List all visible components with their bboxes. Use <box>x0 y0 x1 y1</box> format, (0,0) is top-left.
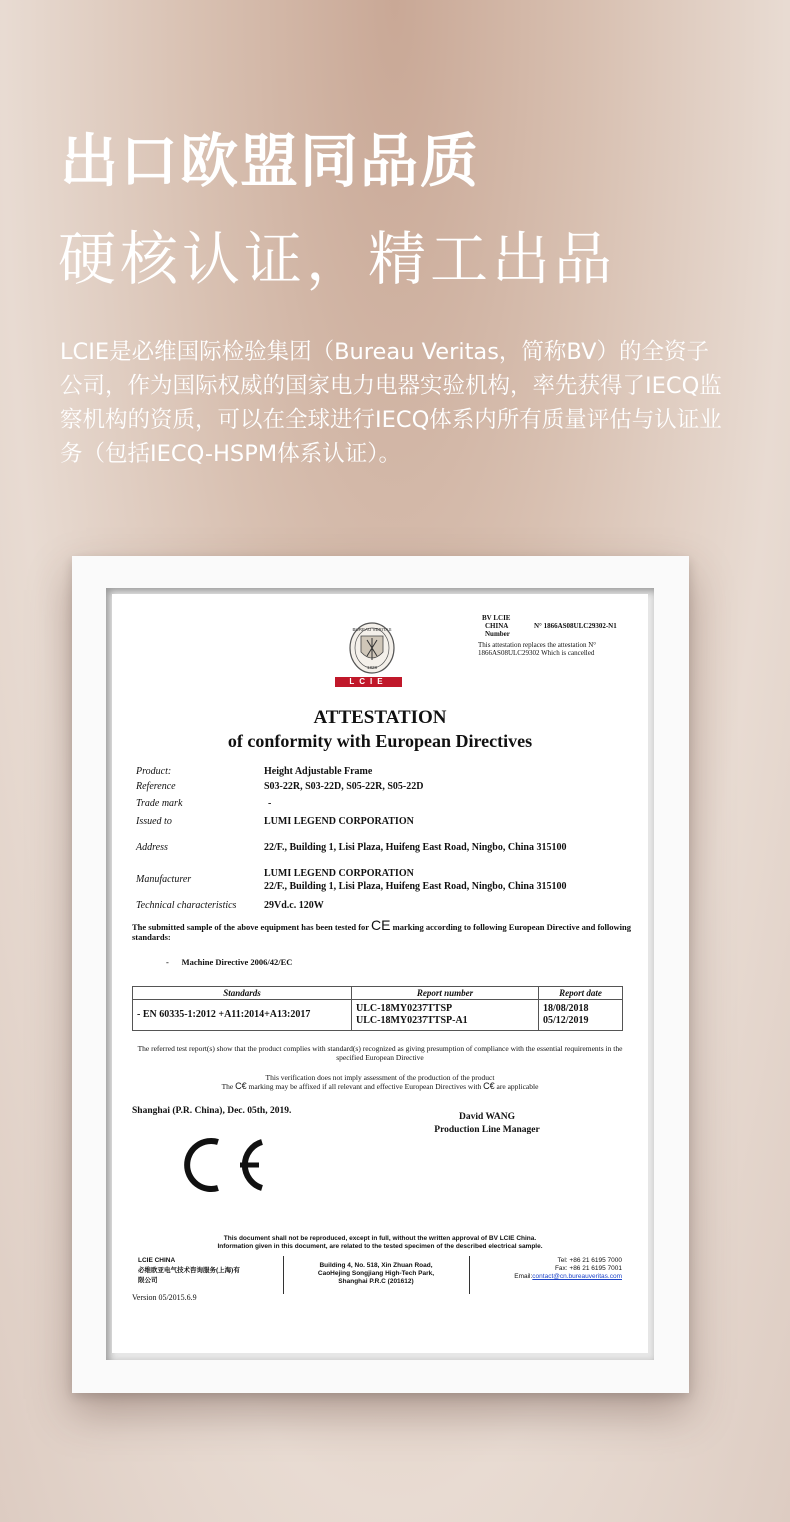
directive-line: - Machine Directive 2006/42/EC <box>166 957 293 967</box>
footer-address: Building 4, No. 518, Xin Zhuan Road, CaoHejing Songjiang High-Tech Park, Shanghai P.R.C (201612) <box>317 1262 435 1285</box>
number-label: Number <box>485 630 510 638</box>
field-value: - <box>268 798 272 809</box>
field-value: 29Vd.c. 120W <box>264 900 324 911</box>
signature-block <box>412 1111 562 1137</box>
field-label: Trade mark <box>136 798 183 809</box>
attestation-number: N° 1866AS08ULC29302-N1 <box>534 622 617 630</box>
signer-name: David WANG <box>458 1112 516 1122</box>
bv-lcie-label: BV LCIE <box>482 614 511 622</box>
sample-note: The submitted sample of the above equipment has been tested for CE marking according to following European Directive and following standards: <box>132 917 632 942</box>
certificate-subtitle: of conformity with European Directives <box>227 731 533 751</box>
certificate <box>112 594 648 1353</box>
table-header: Report date <box>539 987 623 1000</box>
ce-small-icon: C€ <box>235 1081 247 1091</box>
replaces-note: This attestation replaces the attestation N° 1866AS08ULC29302 Which is cancelled <box>478 641 597 657</box>
standard-cell: - EN 60335-1:2012 +A11:2014+A13:2017 <box>133 1000 352 1031</box>
certificate-title: ATTESTATION <box>313 707 447 728</box>
marking-note: The C€ marking may be affixed if all relevant and effective European Directives with C€ are applicable <box>221 1081 539 1091</box>
field-value: Height Adjustable Frame <box>264 766 373 777</box>
version: Version 05/2015.6.9 <box>132 1293 197 1302</box>
field-label: Issued to <box>136 816 172 827</box>
intro-paragraph: LCIE是必维国际检验集团（Bureau Veritas，简称BV）的全资子公司，作为国际权威的国家电力电器实验机构，率先获得了IECQ监察机构的资质，可以在全球进行IECQ体系内所有质量评估与认证业务（包括IECQ-HSPM体系认证）。 <box>60 339 722 467</box>
field-label: Product: <box>136 766 172 777</box>
field-label: Reference <box>136 781 176 792</box>
footer-divider <box>469 1256 470 1294</box>
signer-title: Production Line Manager <box>434 1125 540 1135</box>
table-header: Report number <box>352 987 539 1000</box>
seal-top-text: BUREAU VERITAS <box>352 627 392 632</box>
disclaimer: This document shall not be reproduced, except in full, without the written approval of BV LCIE China. Information given in this document, are related to the tested specimen of the described electrical sample. <box>217 1235 543 1250</box>
field-value: LUMI LEGEND CORPORATION <box>264 816 414 827</box>
lcie-logo: LCIE <box>335 677 402 687</box>
ce-inline-icon: CE <box>371 917 391 933</box>
field-value-address: 22/F., Building 1, Lisi Plaza, Huifeng East Road, Ningbo, China 315100 <box>264 881 567 892</box>
ce-small-icon: C€ <box>483 1081 495 1091</box>
ce-mark-icon <box>182 1134 268 1196</box>
field-label: Technical characteristics <box>136 900 237 911</box>
field-value: LUMI LEGEND CORPORATION <box>264 868 414 879</box>
seal-year: 1828 <box>366 665 378 670</box>
table-header: Standards <box>133 987 352 1000</box>
bureau-veritas-seal-icon <box>337 622 407 674</box>
email-link[interactable]: contact@cn.bureauveritas.com <box>532 1273 622 1280</box>
table-row <box>133 1000 623 1031</box>
picture-frame <box>72 556 689 1393</box>
report-date-cell: 18/08/2018 05/12/2019 <box>539 1000 623 1031</box>
field-label: Manufacturer <box>136 874 192 885</box>
report-number-cell: ULC-18MY0237TTSP ULC-18MY0237TTSP-A1 <box>352 1000 539 1031</box>
field-value: S03-22R, S03-22D, S05-22R, S05-22D <box>264 781 424 792</box>
footer-contact: Tel: +86 21 6195 7000 Fax: +86 21 6195 7001 Email:contact@cn.bureauveritas.com <box>514 1257 622 1280</box>
standards-table <box>132 986 623 1031</box>
frame-mat <box>106 588 654 1360</box>
footer-left: LCIE CHINA 必维欧亚电气技术咨询服务(上海)有 限公司 <box>138 1257 240 1284</box>
subheadline: 硬核认证，精工出品 <box>58 225 617 293</box>
field-label: Address <box>136 842 168 853</box>
place-date: Shanghai (P.R. China), Dec. 05th, 2019. <box>132 1106 292 1116</box>
headline: 出口欧盟同品质 <box>60 127 481 195</box>
verification-note: This verification does not imply assessment of the production of the product <box>265 1073 495 1082</box>
field-value: 22/F., Building 1, Lisi Plaza, Huifeng East Road, Ningbo, China 315100 <box>264 842 567 853</box>
referred-note: The referred test report(s) show that the product complies with standard(s) recognized as giving presumption of compliance with the essential requirements in the specified European Directive <box>137 1044 623 1062</box>
china-label: CHINA <box>485 622 509 630</box>
